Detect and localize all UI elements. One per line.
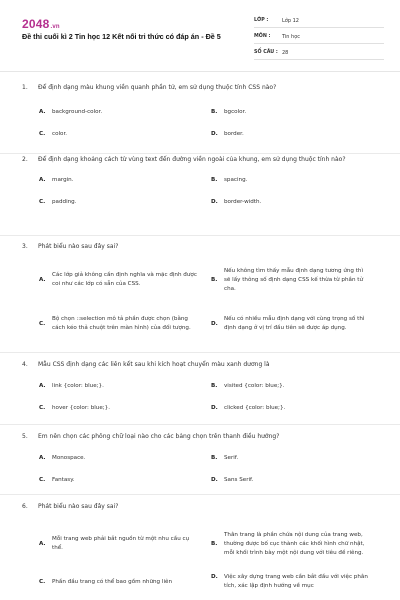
option-a[interactable] <box>39 375 211 397</box>
option-text: clicked {color: blue;}. <box>224 404 286 411</box>
exam-meta <box>254 14 384 60</box>
meta-row-class <box>254 14 384 28</box>
option-letter: D. <box>211 130 218 137</box>
question-6 <box>0 495 400 600</box>
option-text: Các lớp giả không cần định nghĩa và mặc định được coi như các lớp có sẵn của CSS. <box>52 272 197 287</box>
answer-options <box>22 258 380 346</box>
question-text: Phát biểu nào sau đây sai? <box>38 243 119 250</box>
meta-label: SỐ CÂU : <box>254 50 278 55</box>
question-1 <box>0 82 400 154</box>
question-4 <box>0 353 400 425</box>
option-d[interactable] <box>211 570 383 600</box>
option-text: margin. <box>52 176 74 183</box>
option-c[interactable] <box>39 469 211 491</box>
option-text: border-width. <box>224 198 262 205</box>
option-text: border. <box>224 130 244 137</box>
option-letter: D. <box>211 198 218 205</box>
answer-options <box>22 447 380 491</box>
option-letter: D. <box>211 404 218 411</box>
meta-label: LỚP : <box>254 18 269 23</box>
option-text: Fantasy. <box>52 476 75 483</box>
option-letter: C. <box>39 320 46 327</box>
question-text: Để định dạng màu khung viền quanh phần tử, em sử dụng thuộc tính CSS nào? <box>38 84 277 91</box>
option-text: Serif. <box>224 454 239 461</box>
question-number: 3. <box>22 243 28 250</box>
question-number: 6. <box>22 503 28 510</box>
answer-options <box>22 375 380 419</box>
option-text: Bộ chọn ::selection mô tả phần được chọn (bằng cách kéo thả chuột trên màn hình) của đối tượng. <box>52 316 191 331</box>
option-text: Nếu có nhiều mẫu định dạng với cùng trọng số thì định dạng ở vị trí đầu tiên sẽ được áp dụng. <box>224 316 365 331</box>
option-text: bgcolor. <box>224 108 247 115</box>
option-text: Sans Serif. <box>224 476 254 483</box>
answer-options <box>22 101 380 145</box>
question-number: 2. <box>22 156 28 163</box>
question-2 <box>0 154 400 236</box>
option-text: visited {color: blue;}. <box>224 382 285 389</box>
question-text-row <box>22 155 380 165</box>
logo-main: 2048 <box>22 17 50 31</box>
option-text: padding. <box>52 198 77 205</box>
option-letter: B. <box>211 454 218 461</box>
option-d[interactable] <box>211 469 383 491</box>
option-b[interactable] <box>211 101 383 123</box>
question-text-row <box>22 359 380 370</box>
option-text: hover {color: blue;}. <box>52 404 111 411</box>
question-text: Để định dạng khoảng cách từ vùng text đến đường viền ngoài của khung, em sử dụng thuộc tính nào? <box>38 156 346 163</box>
option-letter: B. <box>211 176 218 183</box>
option-letter: A. <box>39 108 46 115</box>
option-letter: D. <box>211 476 218 483</box>
option-letter: C. <box>39 404 46 411</box>
question-text-row <box>22 241 380 252</box>
option-letter: A. <box>39 454 46 461</box>
option-letter: D. <box>211 320 218 327</box>
option-a[interactable] <box>39 518 211 570</box>
option-letter: C. <box>39 476 46 483</box>
page-title: Đề thi cuối kì 2 Tin học 12 Kết nối tri thức có đáp án - Đề 5 <box>22 32 221 41</box>
option-letter: B. <box>211 540 218 547</box>
option-a[interactable] <box>39 169 211 191</box>
option-text: color. <box>52 130 68 137</box>
logo-tld: .vn <box>50 24 60 30</box>
option-letter: A. <box>39 382 46 389</box>
answer-options <box>22 518 380 600</box>
question-text-row <box>22 82 380 93</box>
option-letter: B. <box>211 382 218 389</box>
question-number: 5. <box>22 433 28 440</box>
option-b[interactable] <box>211 447 383 469</box>
option-a[interactable] <box>39 101 211 123</box>
question-list <box>0 82 400 600</box>
option-c[interactable] <box>39 397 211 419</box>
option-b[interactable] <box>211 258 383 302</box>
question-number: 1. <box>22 84 28 91</box>
meta-value: 28 <box>282 49 289 56</box>
question-text: Em nên chọn các phông chữ loại nào cho các bảng chọn trên thanh điều hướng? <box>38 433 280 440</box>
option-text: spacing. <box>224 176 248 183</box>
option-text: link {color: blue;}. <box>52 382 104 389</box>
option-b[interactable] <box>211 375 383 397</box>
question-text-row <box>22 501 380 512</box>
option-text: Việc xây dựng trang web cần bắt đầu với việc phân tích, xác lập định hướng về mục <box>224 574 368 589</box>
option-letter: A. <box>39 540 46 547</box>
option-c[interactable] <box>39 123 211 145</box>
option-c[interactable] <box>39 302 211 346</box>
option-text: Monospace. <box>52 454 86 461</box>
meta-row-subject <box>254 30 384 44</box>
meta-value: Tin học <box>282 33 301 40</box>
option-letter: B. <box>211 108 218 115</box>
option-letter: D. <box>211 574 218 580</box>
question-number: 4. <box>22 361 28 368</box>
question-3 <box>0 236 400 353</box>
option-letter: C. <box>39 130 46 137</box>
option-letter: A. <box>39 176 46 183</box>
option-text: Phần đầu trang có thể bao gồm những liên <box>52 579 172 585</box>
option-a[interactable] <box>39 447 211 469</box>
site-logo[interactable] <box>22 17 60 31</box>
option-d[interactable] <box>211 302 383 346</box>
option-b[interactable] <box>211 169 383 191</box>
option-letter: B. <box>211 276 218 283</box>
option-letter: A. <box>39 276 46 283</box>
question-text-row <box>22 431 380 442</box>
meta-row-count <box>254 46 384 60</box>
option-c[interactable] <box>39 191 211 213</box>
option-text: Mỗi trang web phải bắt nguồn từ một nhu cầu cụ thể. <box>52 536 190 551</box>
meta-value: Lớp 12 <box>282 17 299 24</box>
option-d[interactable] <box>211 191 383 213</box>
question-text: Mẫu CSS định dạng các liên kết sau khi kích hoạt chuyển màu xanh dương là <box>38 361 270 368</box>
option-text: Nếu không tìm thấy mẫu định dạng tương ứng thì sẽ lấy thông số định dạng CSS kế thừa từ phần tử cha. <box>224 267 364 292</box>
option-b[interactable] <box>211 518 383 570</box>
option-a[interactable] <box>39 258 211 302</box>
option-letter: C. <box>39 198 46 205</box>
option-d[interactable] <box>211 123 383 145</box>
option-c[interactable] <box>39 570 211 600</box>
option-d[interactable] <box>211 397 383 419</box>
page-header <box>0 0 400 72</box>
answer-options <box>22 169 380 213</box>
option-letter: C. <box>39 579 46 585</box>
option-text: background-color. <box>52 108 103 115</box>
question-text: Phát biểu nào sau đây sai? <box>38 503 119 510</box>
meta-label: MÔN : <box>254 34 271 39</box>
option-text: Thân trang là phần chứa nội dung của trang web, thường được bố cục thành các khối hình chữ nhật, mỗi khối trình bày một nội dung với tiêu đề riêng. <box>224 531 365 556</box>
question-5 <box>0 425 400 495</box>
